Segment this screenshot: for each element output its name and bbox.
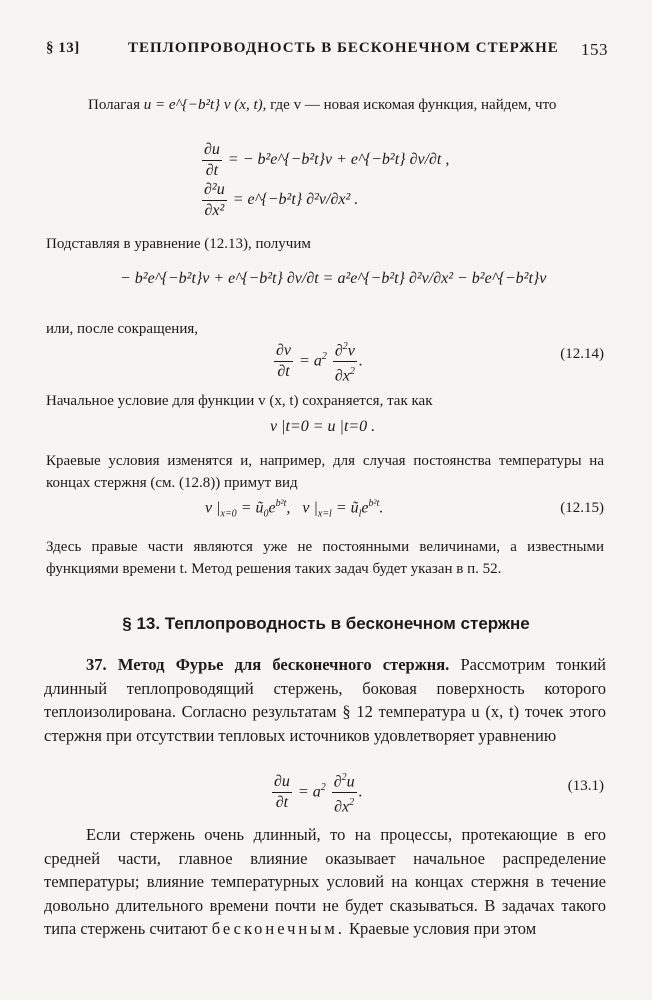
substitution-text: Подставляя в уравнение (12.13), получим xyxy=(46,236,311,252)
running-header xyxy=(46,40,608,64)
equation-initial: v |t=0 = u |t=0 . xyxy=(270,418,376,435)
initial-condition-text: Начальное условие для функции v (x, t) сохраняется, так как xyxy=(46,393,433,409)
boundary-text: Краевые условия изменятся и, например, для случая постоянства температуры на концах стержня (см. (12.8)) примут вид xyxy=(46,453,604,491)
page-number: 153 xyxy=(581,40,608,59)
section-title: § 13. Теплопроводность в бесконечном стержне xyxy=(122,614,530,633)
intro-paragraph: Полагая u = e^{−b²t} v (x, t), где v — новая искомая функция, найдем, что xyxy=(88,97,557,113)
final-paragraph: Если стержень очень длинный, то на процессы, протекающие в его средней части, главное влияние оказывает начальное распределение температуры; влияние температурных условий на концах стержня в течение довольно длительного времени почти не будет сказываться. В задачах такого типа стержень считают бесконечным. Краевые условия при этом xyxy=(44,825,606,938)
spaced-word: бесконечным. xyxy=(211,919,345,938)
equation-label-12-15: (12.15) xyxy=(560,500,604,516)
equation-13-1: $\frac{\partial u}{\partial t}$ = $a^2$ $\frac{\partial^2u}{\partial x^2}$ . xyxy=(270,768,363,818)
equation-12-15: v $|_{x=0}$ = $ũ_0e^{b^2t}$, v $|_{x=l}$ = $ũ_le^{b^2t}$. xyxy=(205,498,384,520)
equation-label-12-14: (12.14) xyxy=(560,346,604,362)
header-section: § 13] xyxy=(46,40,80,56)
equation-12-14: $\frac{\partial v}{\partial t}$ = $a^2$ $\frac{\partial^2v}{\partial x^2}$ . xyxy=(272,337,363,387)
header-title: ТЕПЛОПРОВОДНОСТЬ В БЕСКОНЕЧНОМ СТЕРЖНЕ xyxy=(128,40,559,56)
equation-label-13-1: (13.1) xyxy=(567,778,604,794)
equation-d2u-dx2: $\frac{\text{∂²u}}{\text{∂x²}}$ = e^{−b²t} ∂²v/∂x² . xyxy=(204,181,359,219)
subsection-heading: 37. Метод Фурье для бесконечного стержня. xyxy=(86,655,450,674)
equation-du-dt: $\frac{\partial u}{\partial t}$ = − b²e^{−b²t}v + e^{−b²t} ∂v/∂t , xyxy=(204,141,450,179)
explanation-text: Здесь правые части являются уже не постоянными величинами, а известными функциями времени t. Метод решения таких задач будет указан в п. 52. xyxy=(46,539,604,577)
reduction-text: или, после сокращения, xyxy=(46,321,199,337)
equation-substituted: − b²e^{−b²t}v + e^{−b²t} ∂v/∂t = a²e^{−b²t} ∂²v/∂x² − b²e^{−b²t}v xyxy=(120,270,547,287)
subsection-paragraph: 37. Метод Фурье для бесконечного стержня. Рассмотрим тонкий длинный теплопроводящий стержень, боковая поверхность которого теплоизолирована. Согласно результатам § 12 температура u (x, t) точек этого стержня при отсутствии тепловых источников удовлетворяет уравнению xyxy=(44,655,606,745)
intro-formula: u = e^{−b²t} v (x, t), xyxy=(143,97,267,113)
